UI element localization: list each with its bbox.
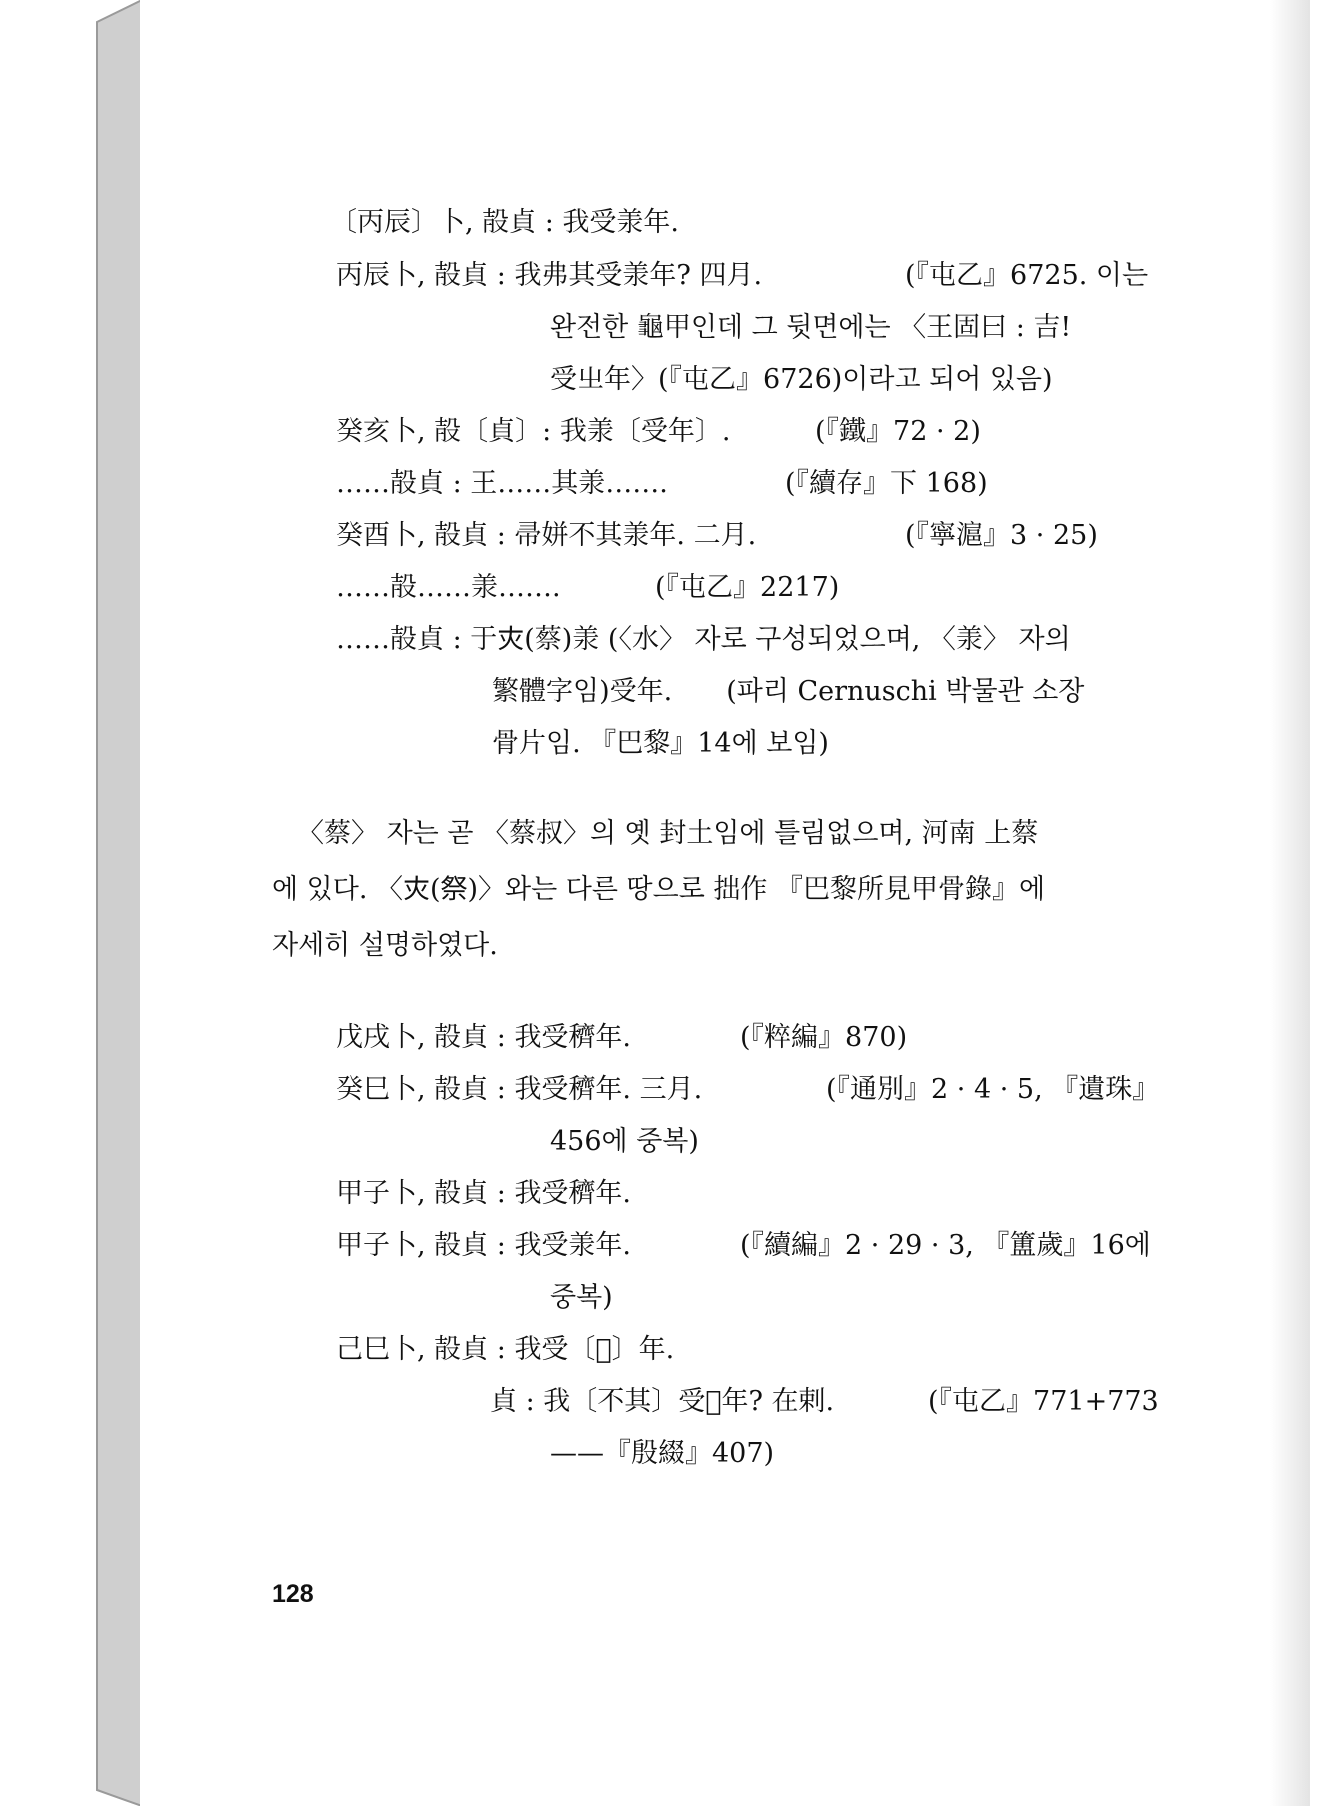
entry-13-head: 貞 : bbox=[490, 1386, 544, 1417]
entry-2-cont-2: 受㞢年〉(『屯乙』6726)이라고 되어 있음) bbox=[550, 364, 1053, 395]
entry-9 bbox=[336, 1064, 702, 1116]
entry-2 bbox=[336, 250, 762, 302]
entry-4-citation: (『續存』下 168) bbox=[785, 468, 988, 499]
entry-5-head: 癸酉卜, 㱿貞 : bbox=[336, 520, 515, 551]
entry-8 bbox=[336, 1012, 631, 1064]
entry-12 bbox=[336, 1324, 674, 1376]
entry-7-head: ……㱿貞 : bbox=[336, 624, 471, 655]
entry-12-head: 己巳卜, 㱿貞 : bbox=[336, 1334, 515, 1365]
entry-10-head: 甲子卜, 㱿貞 : bbox=[336, 1178, 515, 1209]
entry-6-citation: (『屯乙』2217) bbox=[655, 572, 840, 603]
entry-9-head: 癸巳卜, 㱿貞 : bbox=[336, 1074, 515, 1105]
entry-2-text: 我弗其受𣴎年? 四月. bbox=[514, 260, 763, 291]
entry-7-text: 于𡗜(蔡)𣴎 (〈水〉 자로 구성되었으며, 〈𣴎〉 자의 bbox=[470, 624, 1071, 655]
entry-3-head: 癸亥卜, 㱿〔貞〕: bbox=[336, 416, 560, 447]
entry-11-text: 我受𣴎年. bbox=[514, 1230, 632, 1261]
entry-13-text: 我〔不其〕受𦎫年? 在剌. bbox=[543, 1386, 835, 1417]
page-number: 128 bbox=[272, 1580, 314, 1608]
page-edge-shadow bbox=[1270, 0, 1310, 1806]
entry-4-head: ……㱿貞 : bbox=[336, 468, 471, 499]
entry-6-text: 𣴎……. bbox=[471, 572, 561, 603]
entry-11 bbox=[336, 1220, 631, 1272]
entry-5-citation: (『寧滬』3 · 25) bbox=[905, 520, 1098, 551]
entry-9-cont-1: 456에 중복) bbox=[550, 1126, 699, 1157]
entry-11-citation: (『續編』2 · 29 · 3, 『簠歲』16에 bbox=[740, 1230, 1151, 1261]
entry-10 bbox=[336, 1168, 631, 1220]
entry-7-cont-2: 骨片임. 『巴黎』14에 보임) bbox=[492, 728, 829, 759]
entry-2-head: 丙辰卜, 㱿貞 : bbox=[336, 260, 515, 291]
entry-10-text: 我受穧年. bbox=[514, 1178, 632, 1209]
entry-5-text: 帚姘不其𣴎年. 二月. bbox=[514, 520, 757, 551]
entry-13 bbox=[490, 1376, 834, 1428]
entry-8-text: 我受穧年. bbox=[514, 1022, 632, 1053]
entry-7 bbox=[336, 614, 1071, 666]
entry-3-text: 我𣴎〔受年〕. bbox=[559, 416, 731, 447]
entry-3-citation: (『鐵』72 · 2) bbox=[815, 416, 981, 447]
entry-11-head: 甲子卜, 㱿貞 : bbox=[336, 1230, 515, 1261]
entry-11-cont-1: 중복) bbox=[550, 1282, 613, 1313]
paragraph-line-2: 에 있다. 〈𡗜(祭)〉와는 다른 땅으로 拙作 『巴黎所見甲骨錄』에 bbox=[272, 874, 1046, 905]
entry-9-citation: (『通別』2 · 4 · 5, 『遺珠』 bbox=[826, 1074, 1160, 1105]
entry-6-head: ……㱿…… bbox=[336, 572, 471, 603]
entry-1-head: 〔丙辰〕卜, 㱿貞 : bbox=[330, 207, 563, 238]
entry-3 bbox=[336, 406, 730, 458]
entry-4-text: 王……其𣴎……. bbox=[470, 468, 668, 499]
entry-8-head: 戊戌卜, 㱿貞 : bbox=[336, 1022, 515, 1053]
paragraph-line-1: 〈蔡〉 자는 곧 〈蔡叔〉의 옛 封土임에 틀림없으며, 河南 上蔡 bbox=[297, 818, 1039, 849]
entry-2-cont-1: 완전한 龜甲인데 그 뒷면에는 〈王固曰 : 吉! bbox=[550, 312, 1072, 343]
entry-13-citation: (『屯乙』771+773 bbox=[928, 1386, 1159, 1417]
entry-1 bbox=[330, 197, 679, 249]
entry-1-text: 我受𣴎年. bbox=[562, 207, 680, 238]
entry-9-text: 我受穧年. 三月. bbox=[514, 1074, 703, 1105]
entry-7-cont-1: 繁體字임)受年. (파리 Cernuschi 박물관 소장 bbox=[492, 676, 1085, 707]
entry-6 bbox=[336, 562, 561, 614]
entry-13-cont-1: ——『殷綴』407) bbox=[550, 1438, 775, 1469]
paragraph-line-3: 자세히 설명하였다. bbox=[272, 930, 498, 961]
entry-12-text: 我受〔𦎫〕年. bbox=[514, 1334, 675, 1365]
entry-8-citation: (『粹編』870) bbox=[740, 1022, 908, 1053]
entry-4 bbox=[336, 458, 668, 510]
entry-2-citation: (『屯乙』6725. 이는 bbox=[905, 260, 1149, 291]
entry-5 bbox=[336, 510, 756, 562]
